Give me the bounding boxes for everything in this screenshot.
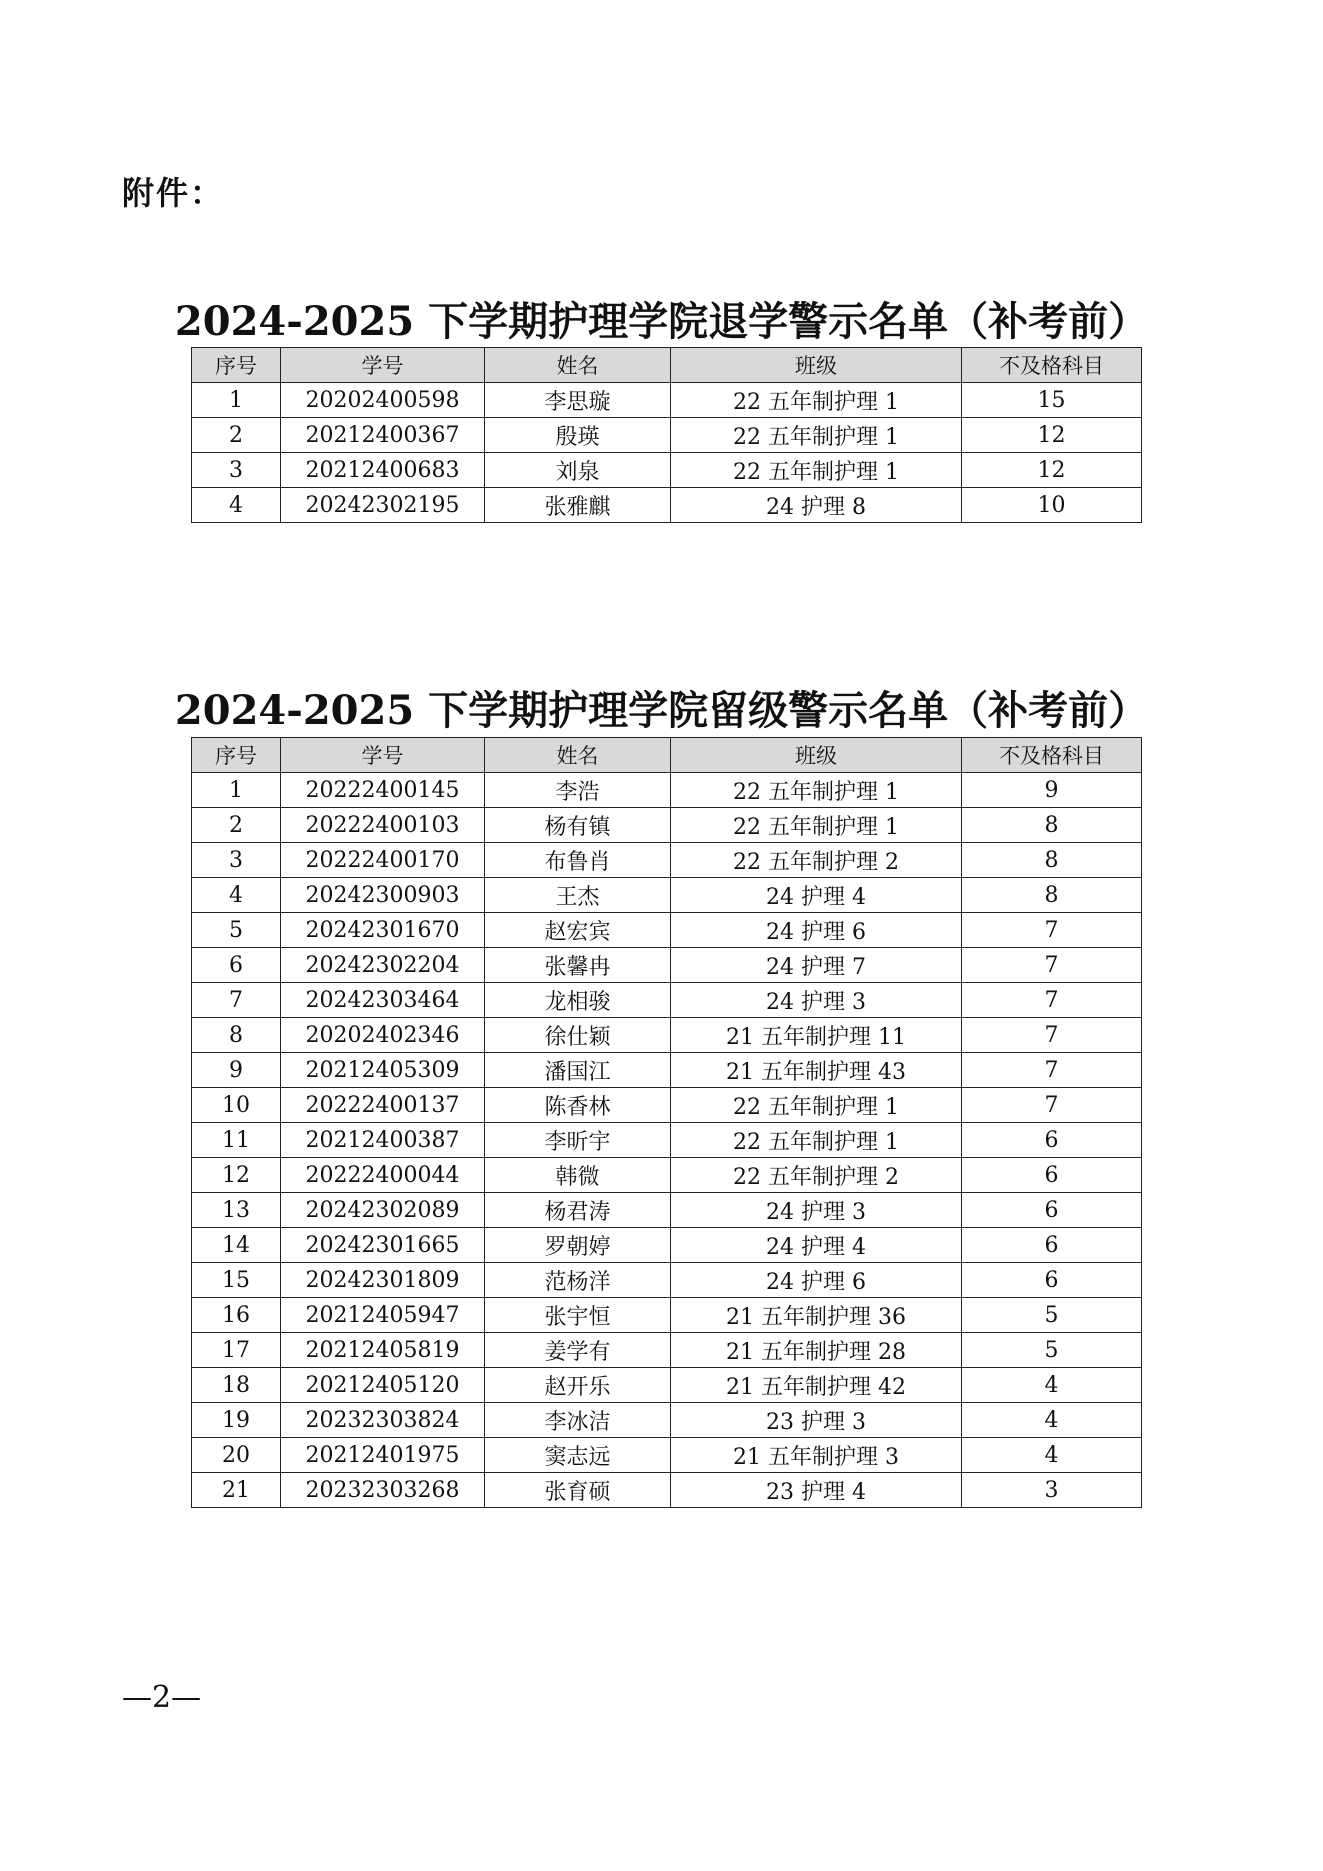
cell-seq: 4 xyxy=(192,878,281,913)
cell-class: 23 护理 4 xyxy=(671,1473,962,1508)
cell-name: 姜学有 xyxy=(485,1333,671,1368)
header-class: 班级 xyxy=(671,738,962,773)
cell-seq: 1 xyxy=(192,383,281,418)
cell-student-id: 20242301809 xyxy=(281,1263,485,1298)
cell-class: 22 五年制护理 1 xyxy=(671,418,962,453)
cell-class: 22 五年制护理 1 xyxy=(671,1088,962,1123)
cell-seq: 6 xyxy=(192,948,281,983)
cell-seq: 3 xyxy=(192,453,281,488)
table-row xyxy=(192,453,1142,488)
cell-name: 殷瑛 xyxy=(485,418,671,453)
cell-seq: 11 xyxy=(192,1123,281,1158)
table-row xyxy=(192,418,1142,453)
table-row xyxy=(192,1053,1142,1088)
cell-failed-subjects: 7 xyxy=(962,983,1142,1018)
cell-name: 刘泉 xyxy=(485,453,671,488)
cell-student-id: 20212405120 xyxy=(281,1368,485,1403)
header-failed-subjects: 不及格科目 xyxy=(962,348,1142,383)
cell-seq: 5 xyxy=(192,913,281,948)
cell-class: 24 护理 4 xyxy=(671,1228,962,1263)
table-row xyxy=(192,488,1142,523)
cell-name: 陈香林 xyxy=(485,1088,671,1123)
cell-seq: 1 xyxy=(192,773,281,808)
cell-failed-subjects: 7 xyxy=(962,1088,1142,1123)
table-row xyxy=(192,878,1142,913)
cell-class: 23 护理 3 xyxy=(671,1403,962,1438)
cell-name: 张育硕 xyxy=(485,1473,671,1508)
cell-seq: 2 xyxy=(192,808,281,843)
cell-failed-subjects: 8 xyxy=(962,878,1142,913)
cell-name: 窦志远 xyxy=(485,1438,671,1473)
cell-name: 赵开乐 xyxy=(485,1368,671,1403)
table-row xyxy=(192,773,1142,808)
cell-seq: 8 xyxy=(192,1018,281,1053)
cell-failed-subjects: 4 xyxy=(962,1368,1142,1403)
cell-seq: 21 xyxy=(192,1473,281,1508)
cell-seq: 12 xyxy=(192,1158,281,1193)
cell-name: 张馨冉 xyxy=(485,948,671,983)
cell-student-id: 20212400367 xyxy=(281,418,485,453)
cell-class: 21 五年制护理 43 xyxy=(671,1053,962,1088)
table-row xyxy=(192,1473,1142,1508)
cell-seq: 17 xyxy=(192,1333,281,1368)
cell-class: 24 护理 4 xyxy=(671,878,962,913)
table-row xyxy=(192,1438,1142,1473)
cell-name: 范杨洋 xyxy=(485,1263,671,1298)
cell-class: 24 护理 6 xyxy=(671,1263,962,1298)
cell-student-id: 20212401975 xyxy=(281,1438,485,1473)
cell-failed-subjects: 12 xyxy=(962,453,1142,488)
cell-failed-subjects: 5 xyxy=(962,1333,1142,1368)
cell-failed-subjects: 15 xyxy=(962,383,1142,418)
cell-name: 赵宏宾 xyxy=(485,913,671,948)
table-row xyxy=(192,1158,1142,1193)
cell-seq: 3 xyxy=(192,843,281,878)
repeat-warning-table xyxy=(191,737,1142,1508)
cell-class: 24 护理 3 xyxy=(671,983,962,1018)
cell-student-id: 20242302195 xyxy=(281,488,485,523)
cell-failed-subjects: 8 xyxy=(962,808,1142,843)
cell-name: 杨君涛 xyxy=(485,1193,671,1228)
cell-class: 21 五年制护理 28 xyxy=(671,1333,962,1368)
cell-name: 布鲁肖 xyxy=(485,843,671,878)
cell-class: 21 五年制护理 11 xyxy=(671,1018,962,1053)
dropout-table-body xyxy=(192,383,1142,523)
cell-name: 张雅麒 xyxy=(485,488,671,523)
cell-student-id: 20242300903 xyxy=(281,878,485,913)
cell-class: 21 五年制护理 42 xyxy=(671,1368,962,1403)
header-failed-subjects: 不及格科目 xyxy=(962,738,1142,773)
cell-student-id: 20212405309 xyxy=(281,1053,485,1088)
cell-failed-subjects: 6 xyxy=(962,1263,1142,1298)
cell-name: 罗朝婷 xyxy=(485,1228,671,1263)
cell-seq: 9 xyxy=(192,1053,281,1088)
cell-seq: 18 xyxy=(192,1368,281,1403)
cell-student-id: 20222400145 xyxy=(281,773,485,808)
table-row xyxy=(192,1368,1142,1403)
cell-failed-subjects: 4 xyxy=(962,1438,1142,1473)
cell-failed-subjects: 4 xyxy=(962,1403,1142,1438)
cell-name: 龙相骏 xyxy=(485,983,671,1018)
cell-seq: 7 xyxy=(192,983,281,1018)
cell-student-id: 20222400044 xyxy=(281,1158,485,1193)
header-student-id: 学号 xyxy=(281,348,485,383)
cell-failed-subjects: 7 xyxy=(962,1018,1142,1053)
cell-student-id: 20222400103 xyxy=(281,808,485,843)
table-row xyxy=(192,843,1142,878)
cell-seq: 15 xyxy=(192,1263,281,1298)
cell-name: 李冰洁 xyxy=(485,1403,671,1438)
cell-seq: 4 xyxy=(192,488,281,523)
repeat-table-body xyxy=(192,773,1142,1508)
cell-class: 22 五年制护理 1 xyxy=(671,453,962,488)
cell-class: 24 护理 8 xyxy=(671,488,962,523)
cell-student-id: 20212400683 xyxy=(281,453,485,488)
cell-class: 22 五年制护理 1 xyxy=(671,1123,962,1158)
cell-name: 张宇恒 xyxy=(485,1298,671,1333)
cell-student-id: 20212405819 xyxy=(281,1333,485,1368)
cell-class: 22 五年制护理 2 xyxy=(671,843,962,878)
cell-student-id: 20222400170 xyxy=(281,843,485,878)
cell-class: 24 护理 6 xyxy=(671,913,962,948)
cell-seq: 13 xyxy=(192,1193,281,1228)
repeat-warning-title: 2024-2025 下学期护理学院留级警示名单（补考前） xyxy=(174,687,1149,734)
cell-class: 24 护理 7 xyxy=(671,948,962,983)
cell-name: 潘国江 xyxy=(485,1053,671,1088)
cell-name: 杨有镇 xyxy=(485,808,671,843)
cell-name: 徐仕颖 xyxy=(485,1018,671,1053)
table-row xyxy=(192,1193,1142,1228)
cell-class: 21 五年制护理 3 xyxy=(671,1438,962,1473)
cell-student-id: 20242301670 xyxy=(281,913,485,948)
table-row xyxy=(192,1018,1142,1053)
table-row xyxy=(192,948,1142,983)
table-row xyxy=(192,1333,1142,1368)
cell-student-id: 20202400598 xyxy=(281,383,485,418)
header-name: 姓名 xyxy=(485,348,671,383)
table-header-row xyxy=(192,738,1142,773)
cell-seq: 10 xyxy=(192,1088,281,1123)
cell-name: 李昕宇 xyxy=(485,1123,671,1158)
cell-class: 22 五年制护理 1 xyxy=(671,773,962,808)
cell-failed-subjects: 9 xyxy=(962,773,1142,808)
cell-failed-subjects: 3 xyxy=(962,1473,1142,1508)
header-name: 姓名 xyxy=(485,738,671,773)
cell-student-id: 20222400137 xyxy=(281,1088,485,1123)
cell-seq: 16 xyxy=(192,1298,281,1333)
cell-failed-subjects: 12 xyxy=(962,418,1142,453)
cell-failed-subjects: 7 xyxy=(962,948,1142,983)
attachment-label: 附件： xyxy=(122,174,225,212)
cell-student-id: 20242302204 xyxy=(281,948,485,983)
cell-seq: 2 xyxy=(192,418,281,453)
table-row xyxy=(192,983,1142,1018)
cell-failed-subjects: 5 xyxy=(962,1298,1142,1333)
cell-student-id: 20242301665 xyxy=(281,1228,485,1263)
cell-class: 22 五年制护理 1 xyxy=(671,383,962,418)
header-student-id: 学号 xyxy=(281,738,485,773)
cell-student-id: 20212400387 xyxy=(281,1123,485,1158)
cell-failed-subjects: 7 xyxy=(962,1053,1142,1088)
cell-seq: 19 xyxy=(192,1403,281,1438)
cell-failed-subjects: 6 xyxy=(962,1158,1142,1193)
table-header-row xyxy=(192,348,1142,383)
table-row xyxy=(192,808,1142,843)
cell-class: 22 五年制护理 2 xyxy=(671,1158,962,1193)
dropout-warning-title: 2024-2025 下学期护理学院退学警示名单（补考前） xyxy=(174,298,1149,345)
cell-failed-subjects: 7 xyxy=(962,913,1142,948)
cell-name: 王杰 xyxy=(485,878,671,913)
table-row xyxy=(192,1263,1142,1298)
table-row xyxy=(192,1298,1142,1333)
table-row xyxy=(192,1403,1142,1438)
cell-name: 李浩 xyxy=(485,773,671,808)
cell-failed-subjects: 6 xyxy=(962,1123,1142,1158)
cell-name: 韩微 xyxy=(485,1158,671,1193)
cell-student-id: 20232303268 xyxy=(281,1473,485,1508)
cell-seq: 14 xyxy=(192,1228,281,1263)
header-seq: 序号 xyxy=(192,348,281,383)
table-row xyxy=(192,1088,1142,1123)
dropout-warning-table xyxy=(191,347,1142,523)
cell-student-id: 20242303464 xyxy=(281,983,485,1018)
cell-class: 22 五年制护理 1 xyxy=(671,808,962,843)
header-class: 班级 xyxy=(671,348,962,383)
cell-seq: 20 xyxy=(192,1438,281,1473)
header-seq: 序号 xyxy=(192,738,281,773)
cell-name: 李思璇 xyxy=(485,383,671,418)
page-number: —2— xyxy=(122,1680,202,1715)
cell-student-id: 20202402346 xyxy=(281,1018,485,1053)
cell-failed-subjects: 6 xyxy=(962,1193,1142,1228)
cell-failed-subjects: 6 xyxy=(962,1228,1142,1263)
cell-failed-subjects: 10 xyxy=(962,488,1142,523)
cell-student-id: 20232303824 xyxy=(281,1403,485,1438)
cell-student-id: 20212405947 xyxy=(281,1298,485,1333)
table-row xyxy=(192,383,1142,418)
cell-class: 24 护理 3 xyxy=(671,1193,962,1228)
table-row xyxy=(192,1123,1142,1158)
cell-class: 21 五年制护理 36 xyxy=(671,1298,962,1333)
table-row xyxy=(192,913,1142,948)
table-row xyxy=(192,1228,1142,1263)
cell-failed-subjects: 8 xyxy=(962,843,1142,878)
cell-student-id: 20242302089 xyxy=(281,1193,485,1228)
